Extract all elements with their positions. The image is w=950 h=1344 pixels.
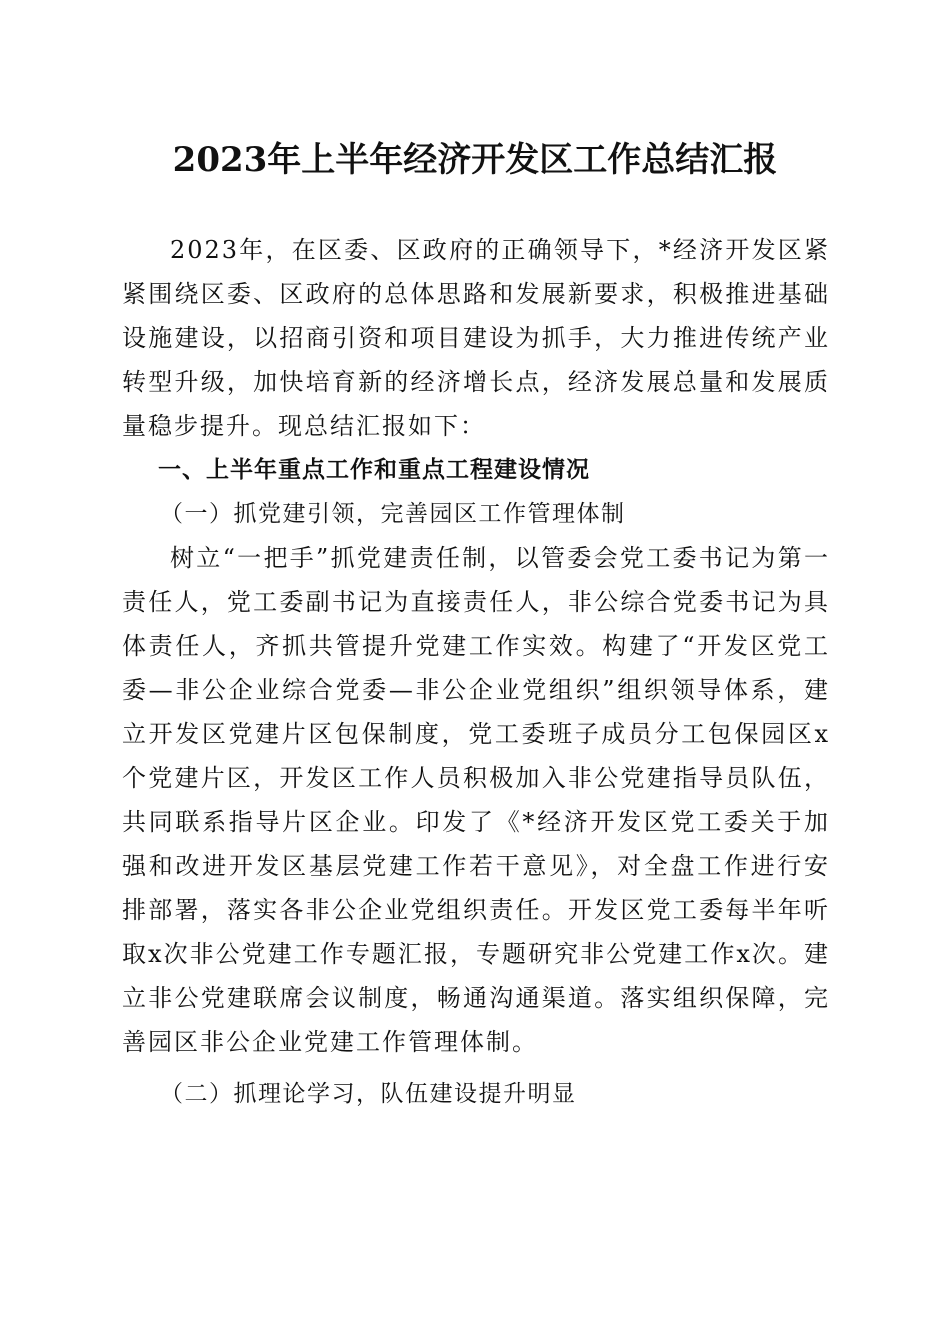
document-title: 2023年上半年经济开发区工作总结汇报	[172, 140, 778, 180]
subsection-1-paragraph: 树立“一把手”抓党建责任制，以管委会党工委书记为第一责任人，党工委副书记为直接责任人，非公综合党委书记为具体责任人，齐抓共管提升党建工作实效。构建了“开发区党工委—非公企业综合党委—非公企业党组织”组织领导体系，建立开发区党建片区包保制度，党工委班子成员分工包保园区x个党建片区，开发区工作人员积极加入非公党建指导员队伍，共同联系指导片区企业。印发了《*经济开发区党工委关于加强和改进开发区基层党建工作若干意见》，对全盘工作进行安排部署，落实各非公企业党组织责任。开发区党工委每半年听取x次非公党建工作专题汇报，专题研究非公党建工作x次。建立非公党建联席会议制度，畅通沟通渠道。落实组织保障，完善园区非公企业党建工作管理体制。	[122, 544, 830, 1056]
subsection-heading-1: （一）抓党建引领，完善园区工作管理体制	[160, 501, 626, 527]
intro-paragraph: 2023年，在区委、区政府的正确领导下，*经济开发区紧紧围绕区委、区政府的总体思路和发展新要求，积极推进基础设施建设，以招商引资和项目建设为抓手，大力推进传统产业转型升级，加快培育新的经济增长点，经济发展总量和发展质量稳步提升。现总结汇报如下：	[122, 236, 830, 440]
subsection-heading-2: （二）抓理论学习，队伍建设提升明显	[160, 1081, 577, 1107]
document-body	[122, 228, 830, 1116]
section-heading-1: 一、上半年重点工作和重点工程建设情况	[158, 457, 590, 483]
